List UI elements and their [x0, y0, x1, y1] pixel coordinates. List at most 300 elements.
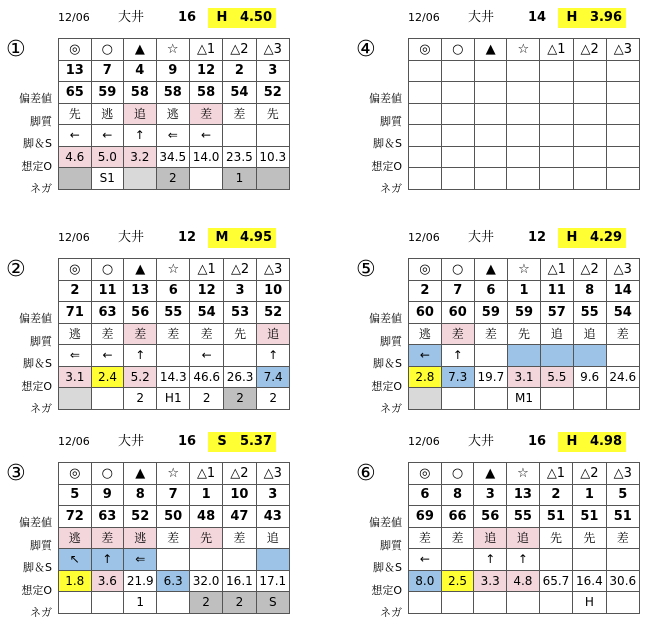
- mark-cell: ▲: [124, 39, 157, 61]
- negative-cell: [474, 388, 507, 410]
- leg-speed-cell: ←: [409, 549, 442, 571]
- horse-number-cell: 14: [606, 280, 639, 302]
- table-row: [409, 549, 640, 571]
- mark-cell: ◎: [59, 259, 92, 281]
- deviation-cell: 58: [124, 82, 157, 104]
- negative-cell: 2: [124, 388, 157, 410]
- horse-number-cell: 5: [59, 484, 92, 506]
- leg-speed-cell: ←: [91, 125, 124, 147]
- negative-cell: [441, 388, 474, 410]
- running-style-cell: 差: [409, 527, 442, 549]
- leg-speed-cell: ↑: [124, 125, 157, 147]
- race-header: [350, 8, 640, 28]
- negative-cell: 2: [189, 592, 222, 614]
- deviation-cell: 50: [157, 506, 190, 528]
- pick-table: [58, 258, 290, 410]
- table-row: [409, 484, 640, 506]
- deviation-cell: 60: [441, 302, 474, 324]
- leg-speed-cell: [409, 125, 442, 147]
- deviation-cell: 56: [124, 302, 157, 324]
- mark-cell: ▲: [474, 259, 507, 281]
- running-style-cell: 先: [256, 103, 289, 125]
- running-style-cell: 逃: [409, 323, 442, 345]
- leg-speed-cell: ↑: [257, 345, 290, 367]
- horse-number-cell: 11: [91, 280, 124, 302]
- table-row: [59, 103, 290, 125]
- running-style-cell: 先: [539, 527, 572, 549]
- running-style-cell: 差: [91, 323, 124, 345]
- running-style-cell: 逃: [156, 103, 189, 125]
- odds-cell: 46.6: [190, 366, 223, 388]
- deviation-cell: [540, 82, 573, 104]
- pick-table: [408, 258, 640, 410]
- row-label: 想定O: [21, 379, 52, 393]
- mark-cell: ▲: [124, 259, 157, 281]
- table-row: [59, 592, 290, 614]
- race-number: ①: [6, 37, 26, 62]
- odds-cell: [441, 146, 474, 168]
- odds-cell: [409, 146, 442, 168]
- table-row: [59, 60, 290, 82]
- horse-number-cell: [507, 60, 540, 82]
- mark-cell: ○: [91, 463, 124, 485]
- odds-cell: [540, 146, 573, 168]
- leg-speed-cell: [256, 125, 289, 147]
- pick-table: [408, 38, 640, 190]
- negative-cell: [606, 388, 639, 410]
- deviation-cell: 55: [507, 506, 540, 528]
- mark-cell: ☆: [157, 463, 190, 485]
- odds-cell: 1.8: [59, 570, 92, 592]
- negative-cell: [59, 388, 92, 410]
- negative-cell: [474, 168, 507, 190]
- deviation-cell: 54: [190, 302, 223, 324]
- horse-number-cell: 8: [573, 280, 606, 302]
- deviation-cell: 53: [223, 302, 256, 324]
- deviation-cell: 51: [606, 506, 639, 528]
- negative-cell: 2: [190, 388, 223, 410]
- mark-cell: △3: [606, 259, 639, 281]
- leg-speed-cell: ⇐: [156, 125, 189, 147]
- deviation-cell: [441, 82, 474, 104]
- leg-speed-cell: [256, 549, 289, 571]
- table-row: [59, 259, 290, 281]
- row-label: 偏差値: [369, 92, 402, 105]
- horse-number-cell: 3: [256, 484, 289, 506]
- odds-cell: 5.0: [91, 146, 124, 168]
- odds-cell: 4.8: [507, 570, 540, 592]
- running-style-cell: [606, 103, 639, 125]
- negative-cell: [606, 168, 639, 190]
- leg-speed-cell: [474, 125, 507, 147]
- race-grade: H: [558, 432, 586, 452]
- horse-number-cell: 6: [409, 484, 442, 506]
- negative-cell: S1: [91, 168, 124, 190]
- horse-number-cell: 2: [59, 280, 92, 302]
- deviation-cell: 57: [540, 302, 573, 324]
- running-style-cell: 差: [223, 103, 256, 125]
- odds-cell: 3.6: [91, 570, 124, 592]
- horse-number-cell: 12: [190, 280, 223, 302]
- race-number: ②: [6, 257, 26, 282]
- horse-number-cell: [606, 60, 639, 82]
- negative-cell: [409, 168, 442, 190]
- leg-speed-cell: ↑: [91, 549, 124, 571]
- mark-cell: ▲: [124, 463, 157, 485]
- horse-number-cell: 8: [124, 484, 157, 506]
- race-score: 4.50: [236, 8, 276, 28]
- row-label: 想定O: [371, 379, 402, 393]
- odds-cell: 2.5: [441, 570, 474, 592]
- deviation-cell: 59: [508, 302, 541, 324]
- table-row: [409, 463, 640, 485]
- deviation-cell: 54: [606, 302, 639, 324]
- field-size: 12: [178, 230, 197, 245]
- mark-cell: ◎: [409, 259, 442, 281]
- table-row: [409, 60, 640, 82]
- negative-cell: [539, 592, 572, 614]
- row-label: ネガ: [30, 402, 52, 415]
- horse-number-cell: 10: [223, 484, 256, 506]
- deviation-cell: [507, 82, 540, 104]
- field-size: 12: [528, 230, 547, 245]
- negative-cell: [157, 592, 190, 614]
- race-panel: [0, 228, 290, 438]
- table-row: [409, 527, 640, 549]
- odds-cell: 2.8: [409, 366, 442, 388]
- mark-cell: ○: [91, 259, 124, 281]
- running-style-cell: 追: [474, 527, 507, 549]
- leg-speed-cell: [189, 549, 222, 571]
- race-venue: 大井: [468, 434, 495, 449]
- odds-cell: 3.1: [59, 366, 92, 388]
- row-label: 脚質: [30, 334, 52, 348]
- running-style-cell: 逃: [91, 103, 124, 125]
- horse-number-cell: 6: [157, 280, 190, 302]
- row-label: ネガ: [380, 606, 402, 619]
- negative-cell: [573, 388, 606, 410]
- race-grade: H: [558, 228, 586, 248]
- race-date: 12/06: [408, 231, 440, 244]
- leg-speed-cell: [606, 125, 639, 147]
- race-venue: 大井: [468, 230, 495, 245]
- race-grade: H: [558, 8, 586, 28]
- race-header: [350, 432, 640, 452]
- horse-number-cell: 7: [91, 60, 124, 82]
- leg-speed-cell: ←: [91, 345, 124, 367]
- running-style-cell: [507, 103, 540, 125]
- deviation-cell: 58: [189, 82, 222, 104]
- mark-cell: ▲: [474, 463, 507, 485]
- mark-cell: △3: [256, 463, 289, 485]
- horse-number-cell: 12: [189, 60, 222, 82]
- horse-number-cell: 3: [256, 60, 289, 82]
- negative-cell: M1: [508, 388, 541, 410]
- negative-cell: [91, 388, 124, 410]
- horse-number-cell: 1: [508, 280, 541, 302]
- race-number: ④: [356, 37, 376, 62]
- odds-cell: [507, 146, 540, 168]
- mark-cell: ☆: [157, 259, 190, 281]
- running-style-cell: [409, 103, 442, 125]
- table-row: [409, 168, 640, 190]
- odds-cell: 16.1: [223, 570, 256, 592]
- running-style-cell: 追: [573, 323, 606, 345]
- running-style-cell: 差: [190, 323, 223, 345]
- table-row: [59, 366, 290, 388]
- mark-cell: △2: [573, 463, 606, 485]
- field-size: 16: [178, 434, 197, 449]
- race-header: [0, 432, 290, 452]
- running-style-cell: 差: [189, 103, 222, 125]
- table-row: [409, 592, 640, 614]
- horse-number-cell: 2: [409, 280, 442, 302]
- running-style-cell: [573, 103, 606, 125]
- leg-speed-cell: [223, 345, 256, 367]
- leg-speed-cell: [157, 345, 190, 367]
- row-label: 想定O: [371, 583, 402, 597]
- leg-speed-cell: [540, 345, 573, 367]
- table-row: [59, 527, 290, 549]
- table-row: [409, 259, 640, 281]
- negative-cell: H: [573, 592, 606, 614]
- mark-cell: △1: [189, 39, 222, 61]
- odds-cell: 17.1: [256, 570, 289, 592]
- leg-speed-cell: ↑: [441, 345, 474, 367]
- running-style-cell: 先: [189, 527, 222, 549]
- row-label: 偏差値: [19, 312, 52, 325]
- pick-table: [408, 462, 640, 614]
- odds-cell: 14.0: [189, 146, 222, 168]
- table-row: [59, 549, 290, 571]
- leg-speed-cell: [539, 549, 572, 571]
- deviation-cell: 43: [256, 506, 289, 528]
- deviation-cell: 58: [156, 82, 189, 104]
- row-label: 脚＆S: [373, 561, 402, 574]
- running-style-cell: 差: [124, 323, 157, 345]
- running-style-cell: 差: [157, 527, 190, 549]
- race-score: 3.96: [586, 8, 626, 28]
- race-header: [0, 8, 290, 28]
- horse-number-cell: 2: [539, 484, 572, 506]
- mark-cell: ○: [441, 39, 474, 61]
- race-date: 12/06: [58, 231, 90, 244]
- leg-speed-cell: [157, 549, 190, 571]
- deviation-cell: 51: [539, 506, 572, 528]
- leg-speed-cell: [573, 345, 606, 367]
- negative-cell: [540, 388, 573, 410]
- mark-cell: △1: [540, 39, 573, 61]
- negative-cell: [59, 168, 92, 190]
- row-label: ネガ: [30, 606, 52, 619]
- horse-number-cell: 4: [124, 60, 157, 82]
- running-style-cell: 先: [573, 527, 606, 549]
- negative-cell: [606, 592, 639, 614]
- table-row: [409, 82, 640, 104]
- deviation-cell: [409, 82, 442, 104]
- table-row: [409, 345, 640, 367]
- negative-cell: [507, 168, 540, 190]
- deviation-cell: 54: [223, 82, 256, 104]
- deviation-cell: [573, 82, 606, 104]
- odds-cell: 24.6: [606, 366, 639, 388]
- table-row: [59, 280, 290, 302]
- race-grade: H: [208, 8, 236, 28]
- horse-number-cell: 1: [189, 484, 222, 506]
- table-row: [59, 39, 290, 61]
- odds-cell: 5.2: [124, 366, 157, 388]
- mark-cell: △2: [223, 259, 256, 281]
- field-size: 16: [528, 434, 547, 449]
- table-row: [59, 146, 290, 168]
- table-row: [59, 125, 290, 147]
- odds-cell: [474, 146, 507, 168]
- running-style-cell: 先: [508, 323, 541, 345]
- row-labels: [0, 308, 56, 421]
- horse-number-cell: 6: [474, 280, 507, 302]
- odds-cell: 2.4: [91, 366, 124, 388]
- running-style-cell: 追: [540, 323, 573, 345]
- row-label: ネガ: [380, 402, 402, 415]
- mark-cell: △2: [223, 463, 256, 485]
- mark-cell: △3: [606, 463, 639, 485]
- running-style-cell: 先: [59, 103, 92, 125]
- mark-cell: ☆: [507, 463, 540, 485]
- row-label: 脚＆S: [373, 357, 402, 370]
- odds-cell: 7.4: [257, 366, 290, 388]
- odds-cell: 32.0: [189, 570, 222, 592]
- field-size: 16: [178, 10, 197, 25]
- odds-cell: 26.3: [223, 366, 256, 388]
- odds-cell: 21.9: [124, 570, 157, 592]
- leg-speed-cell: [223, 549, 256, 571]
- race-panel: [0, 8, 290, 218]
- running-style-cell: 逃: [124, 527, 157, 549]
- running-style-cell: [540, 103, 573, 125]
- leg-speed-cell: [540, 125, 573, 147]
- row-label: 偏差値: [369, 312, 402, 325]
- mark-cell: ◎: [409, 463, 442, 485]
- odds-cell: 3.1: [508, 366, 541, 388]
- running-style-cell: [441, 103, 474, 125]
- mark-cell: △1: [539, 463, 572, 485]
- race-panel: [0, 432, 290, 642]
- row-label: 偏差値: [19, 516, 52, 529]
- running-style-cell: 差: [157, 323, 190, 345]
- negative-cell: [409, 388, 442, 410]
- odds-cell: 8.0: [409, 570, 442, 592]
- negative-cell: 1: [223, 168, 256, 190]
- negative-cell: 2: [156, 168, 189, 190]
- deviation-cell: 56: [474, 506, 507, 528]
- deviation-cell: 52: [257, 302, 290, 324]
- running-style-cell: 差: [223, 527, 256, 549]
- table-row: [59, 388, 290, 410]
- row-label: 脚質: [30, 114, 52, 128]
- leg-speed-cell: ⇐: [59, 345, 92, 367]
- race-number: ⑤: [356, 257, 376, 282]
- mark-cell: ▲: [474, 39, 507, 61]
- odds-cell: 23.5: [223, 146, 256, 168]
- odds-cell: 16.4: [573, 570, 606, 592]
- mark-cell: △3: [606, 39, 639, 61]
- race-venue: 大井: [118, 230, 145, 245]
- negative-cell: [256, 168, 289, 190]
- horse-number-cell: 13: [124, 280, 157, 302]
- horse-number-cell: [441, 60, 474, 82]
- mark-cell: ☆: [508, 259, 541, 281]
- horse-number-cell: 5: [606, 484, 639, 506]
- row-label: 脚質: [380, 334, 402, 348]
- row-label: ネガ: [380, 182, 402, 195]
- mark-cell: △2: [573, 259, 606, 281]
- race-date: 12/06: [58, 435, 90, 448]
- row-label: 偏差値: [369, 516, 402, 529]
- table-row: [409, 323, 640, 345]
- deviation-cell: 55: [157, 302, 190, 324]
- negative-cell: [507, 592, 540, 614]
- odds-cell: [606, 146, 639, 168]
- odds-cell: [573, 146, 606, 168]
- negative-cell: [189, 168, 222, 190]
- horse-number-cell: 11: [540, 280, 573, 302]
- row-label: 偏差値: [19, 92, 52, 105]
- table-row: [59, 463, 290, 485]
- row-labels: [350, 88, 406, 201]
- row-label: 脚質: [380, 538, 402, 552]
- mark-cell: ☆: [507, 39, 540, 61]
- deviation-cell: 63: [91, 302, 124, 324]
- horse-number-cell: [540, 60, 573, 82]
- table-row: [59, 345, 290, 367]
- mark-cell: △3: [257, 259, 290, 281]
- race-panel: [350, 432, 640, 642]
- deviation-cell: 59: [91, 82, 124, 104]
- deviation-cell: 72: [59, 506, 92, 528]
- running-style-cell: 追: [256, 527, 289, 549]
- leg-speed-cell: ↖: [59, 549, 92, 571]
- race-grade: M: [208, 228, 236, 248]
- deviation-cell: 59: [474, 302, 507, 324]
- running-style-cell: 先: [223, 323, 256, 345]
- row-label: 脚＆S: [23, 357, 52, 370]
- table-row: [409, 103, 640, 125]
- race-date: 12/06: [408, 435, 440, 448]
- deviation-cell: [606, 82, 639, 104]
- running-style-cell: 逃: [59, 323, 92, 345]
- leg-speed-cell: [441, 549, 474, 571]
- race-venue: 大井: [468, 10, 495, 25]
- leg-speed-cell: ↑: [507, 549, 540, 571]
- race-header: [0, 228, 290, 248]
- table-row: [59, 484, 290, 506]
- mark-cell: ◎: [409, 39, 442, 61]
- deviation-cell: 51: [573, 506, 606, 528]
- odds-cell: 6.3: [157, 570, 190, 592]
- horse-number-cell: 7: [157, 484, 190, 506]
- horse-number-cell: 1: [573, 484, 606, 506]
- row-label: 脚＆S: [23, 137, 52, 150]
- table-row: [409, 366, 640, 388]
- mark-cell: ◎: [59, 463, 92, 485]
- row-label: 脚質: [30, 538, 52, 552]
- table-row: [409, 388, 640, 410]
- row-label: 想定O: [371, 159, 402, 173]
- race-header: [350, 228, 640, 248]
- mark-cell: ○: [91, 39, 124, 61]
- deviation-cell: 65: [59, 82, 92, 104]
- odds-cell: 4.6: [59, 146, 92, 168]
